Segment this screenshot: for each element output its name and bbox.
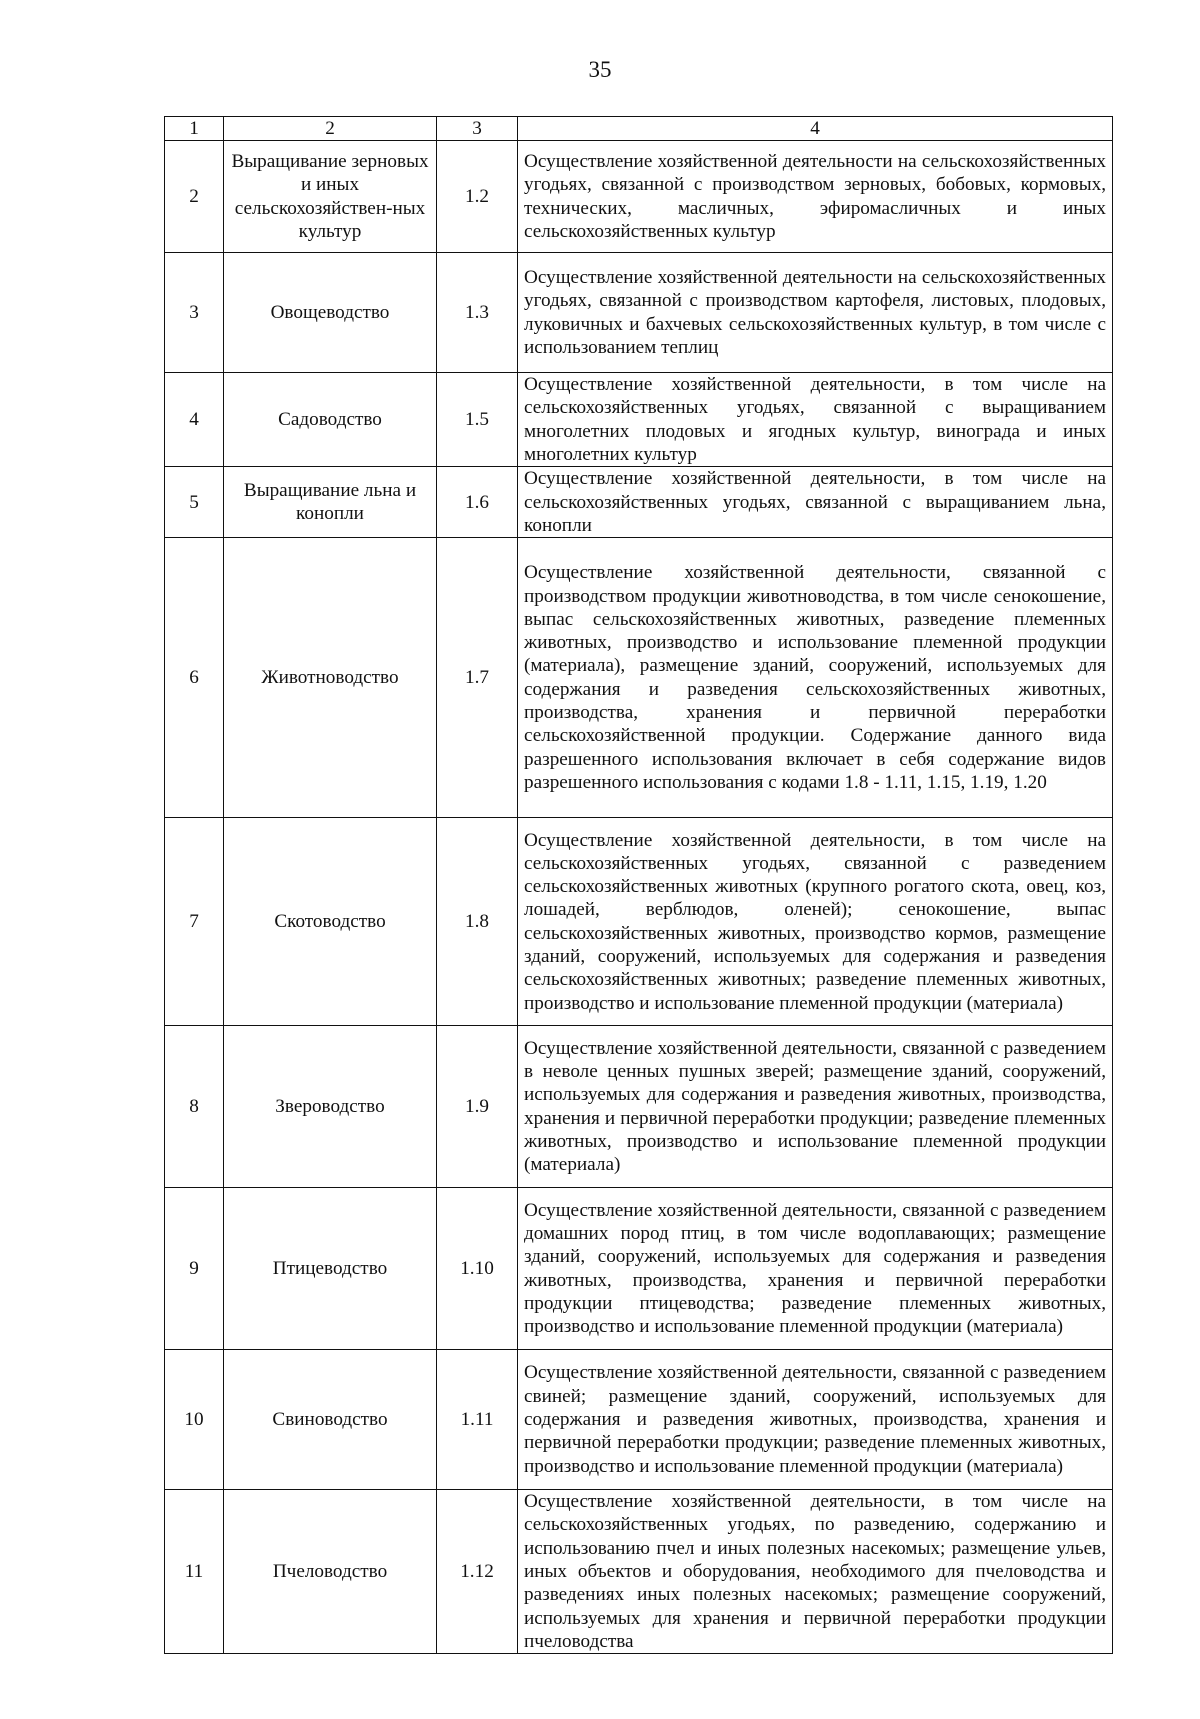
table-row xyxy=(165,1188,1113,1350)
row-number: 6 xyxy=(165,538,224,818)
use-type-name: Пчеловодство xyxy=(224,1490,437,1654)
row-number: 5 xyxy=(165,467,224,538)
use-type-description: Осуществление хозяйственной деятельности, связанной с разведением домашних пород птиц, в том числе водоплавающих; размещение зданий, сооружений, используемых для содержания и разведения животных, производства, хранения и первичной переработки продукции птицеводства; разведение племенных животных, производство и использование племенной продукции (материала) xyxy=(518,1188,1113,1350)
use-type-code: 1.8 xyxy=(437,818,518,1026)
use-type-description: Осуществление хозяйственной деятельности, в том числе на сельскохозяйственных угодьях, по разведению, содержанию и использованию пчел и иных полезных насекомых; размещение ульев, иных объектов и оборудования, необходимого для пчеловодства и разведениях иных полезных насекомых; размещение сооружений, используемых для хранения и первичной переработки продукции пчеловодства xyxy=(518,1490,1113,1654)
use-type-name: Садоводство xyxy=(224,373,437,467)
use-type-name: Свиноводство xyxy=(224,1350,437,1490)
table-row xyxy=(165,1490,1113,1654)
table-row xyxy=(165,467,1113,538)
column-header-2: 2 xyxy=(224,117,437,141)
table-row xyxy=(165,373,1113,467)
use-type-code: 1.2 xyxy=(437,141,518,253)
column-header-1: 1 xyxy=(165,117,224,141)
use-type-name: Выращивание зерновых и иных сельскохозяйствен-ных культур xyxy=(224,141,437,253)
row-number: 4 xyxy=(165,373,224,467)
row-number: 3 xyxy=(165,253,224,373)
use-type-code: 1.12 xyxy=(437,1490,518,1654)
page-number: 35 xyxy=(588,57,612,82)
use-type-description: Осуществление хозяйственной деятельности на сельскохозяйственных угодьях, связанной с производством картофеля, листовых, плодовых, луковичных и бахчевых сельскохозяйственных культур, в том числе с использованием теплиц xyxy=(518,253,1113,373)
use-type-name: Птицеводство xyxy=(224,1188,437,1350)
use-type-name: Звероводство xyxy=(224,1026,437,1188)
row-number: 2 xyxy=(165,141,224,253)
row-number: 7 xyxy=(165,818,224,1026)
row-number: 11 xyxy=(165,1490,224,1654)
use-type-code: 1.9 xyxy=(437,1026,518,1188)
use-type-description: Осуществление хозяйственной деятельности, связанной с разведением свиней; размещение зданий, сооружений, используемых для содержания и разведения животных, производства, хранения и первичной переработки продукции; разведение племенных животных, производство и использование племенной продукции (материала) xyxy=(518,1350,1113,1490)
use-type-code: 1.11 xyxy=(437,1350,518,1490)
table-row xyxy=(165,538,1113,818)
use-type-code: 1.5 xyxy=(437,373,518,467)
use-type-description: Осуществление хозяйственной деятельности, в том числе на сельскохозяйственных угодьях, связанной с выращиванием многолетних плодовых и ягодных культур, винограда и иных многолетних культур xyxy=(518,373,1113,467)
use-type-name: Скотоводство xyxy=(224,818,437,1026)
column-header-3: 3 xyxy=(437,117,518,141)
use-type-code: 1.7 xyxy=(437,538,518,818)
use-type-name: Животноводство xyxy=(224,538,437,818)
use-type-description: Осуществление хозяйственной деятельности, связанной с разведением в неволе ценных пушных зверей; размещение зданий, сооружений, используемых для содержания и разведения животных, производства, хранения и первичной переработки продукции; разведение племенных животных, производство и использование племенной продукции (материала) xyxy=(518,1026,1113,1188)
row-number: 9 xyxy=(165,1188,224,1350)
use-type-name: Выращивание льна и конопли xyxy=(224,467,437,538)
column-header-4: 4 xyxy=(518,117,1113,141)
use-type-description: Осуществление хозяйственной деятельности, в том числе на сельскохозяйственных угодьях, связанной с выращиванием льна, конопли xyxy=(518,467,1113,538)
row-number: 8 xyxy=(165,1026,224,1188)
table-row xyxy=(165,141,1113,253)
use-type-code: 1.3 xyxy=(437,253,518,373)
row-number: 10 xyxy=(165,1350,224,1490)
table-row xyxy=(165,1350,1113,1490)
table-row xyxy=(165,1026,1113,1188)
use-type-description: Осуществление хозяйственной деятельности на сельскохозяйственных угодьях, связанной с производством зерновых, бобовых, кормовых, технических, масличных, эфиромасличных и иных сельскохозяйственных культур xyxy=(518,141,1113,253)
use-type-description: Осуществление хозяйственной деятельности, связанной с производством продукции животноводства, в том числе сенокошение, выпас сельскохозяйственных животных, разведение племенных животных, производство и использование племенной продукции (материала), размещение зданий, сооружений, используемых для содержания и разведения сельскохозяйственных животных, производства, хранения и первичной переработки сельскохозяйственной продукции. Содержание данного вида разрешенного использования включает в себя содержание видов разрешенного использования с кодами 1.8 - 1.11, 1.15, 1.19, 1.20 xyxy=(518,538,1113,818)
use-type-code: 1.10 xyxy=(437,1188,518,1350)
land-use-table xyxy=(164,116,1113,1654)
table-header-row xyxy=(165,117,1113,141)
use-type-name: Овощеводство xyxy=(224,253,437,373)
table-row xyxy=(165,818,1113,1026)
use-type-code: 1.6 xyxy=(437,467,518,538)
table-row xyxy=(165,253,1113,373)
use-type-description: Осуществление хозяйственной деятельности, в том числе на сельскохозяйственных угодьях, связанной с разведением сельскохозяйственных животных (крупного рогатого скота, овец, коз, лошадей, верблюдов, оленей); сенокошение, выпас сельскохозяйственных животных, производство кормов, размещение зданий, сооружений, используемых для содержания и разведения сельскохозяйственных животных; разведение племенных животных, производство и использование племенной продукции (материала) xyxy=(518,818,1113,1026)
